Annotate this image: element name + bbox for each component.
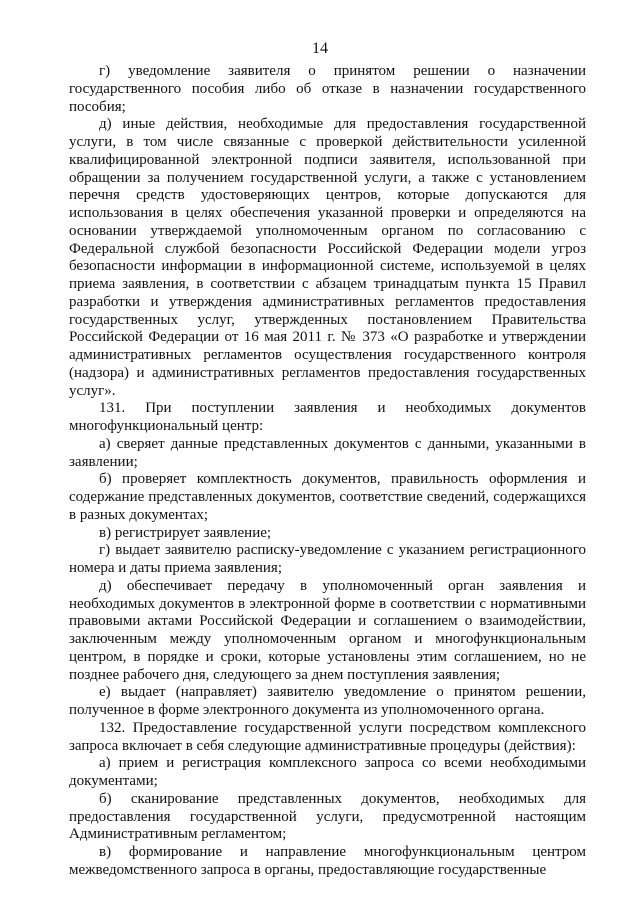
paragraph-132-intro: 132. Предоставление государственной услуги посредством комплексного запроса включает в себя следующие административные процедуры (действия): xyxy=(69,719,586,754)
paragraph-131-v: в) регистрирует заявление; xyxy=(99,524,272,541)
page-number: 14 xyxy=(312,40,328,57)
paragraph-132-a: а) прием и регистрация комплексного запроса со всеми необходимыми документами; xyxy=(69,755,586,789)
paragraph-d-other-actions: д) иные действия, необходимые для предоставления государственной услуги, в том числе связанные с проверкой действительности усиленной квалифицированной электронной подписи заявителя, использованной при обращении за получением государственной услуги, а также с установлением перечня средств удостоверяющих центров, которые допускаются для использования в целях обеспечения указанной проверки и определяются на основании утверждаемой уполномоченным органом по согласованию с Федеральной службой безопасности Российской Федерации модели угроз безопасности информации в информационной системе, используемой в целях приема заявления, в соответствии с абзацем тринадцатым пункта 15 Правил разработки и утверждения административных регламентов предоставления государственных услуг, утвержденных постановлением Правительства Российской Федерации от 16 мая 2011 г. № 373 «О разработке и утверждении административных регламентов осуществления государственного контроля (надзора) и административных регламентов предоставления государственных услуг». xyxy=(69,116,586,399)
paragraph-131-b: б) проверяет комплектность документов, правильность оформления и содержание представленных документов, соответствие сведений, содержащихся в разных документах; xyxy=(69,471,586,523)
paragraph-131-g: г) выдает заявителю расписку-уведомление с указанием регистрационного номера и даты приема заявления; xyxy=(69,542,586,576)
paragraph-131-intro: 131. При поступлении заявления и необходимых документов многофункциональный центр: xyxy=(69,400,586,434)
document-body xyxy=(69,63,586,880)
paragraph-131-e: е) выдает (направляет) заявителю уведомление о принятом решении, полученное в форме электронного документа из уполномоченного органа. xyxy=(69,684,586,718)
paragraph-g-notification: г) уведомление заявителя о принятом решении о назначении государственного пособия либо об отказе в назначении государственного пособия; xyxy=(69,63,586,115)
paragraph-132-b: б) сканирование представленных документов, необходимых для предоставления государственной услуги, предусмотренной настоящим Административным регламентом; xyxy=(69,790,586,843)
paragraph-132-v: в) формирование и направление многофункциональным центром межведомственного запроса в органы, предоставляющие государственные xyxy=(69,844,586,878)
paragraph-131-d: д) обеспечивает передачу в уполномоченный орган заявления и необходимых документов в электронной форме в соответствии с нормативными правовыми актами Российской Федерации и соглашением о взаимодействии, заключенным между уполномоченным органом и многофункциональным центром, в порядке и сроки, которые установлены этим соглашением, но не позднее рабочего дня, следующего за днем поступления заявления; xyxy=(69,577,586,683)
paragraph-131-a: а) сверяет данные представленных документов с данными, указанными в заявлении; xyxy=(69,435,586,470)
